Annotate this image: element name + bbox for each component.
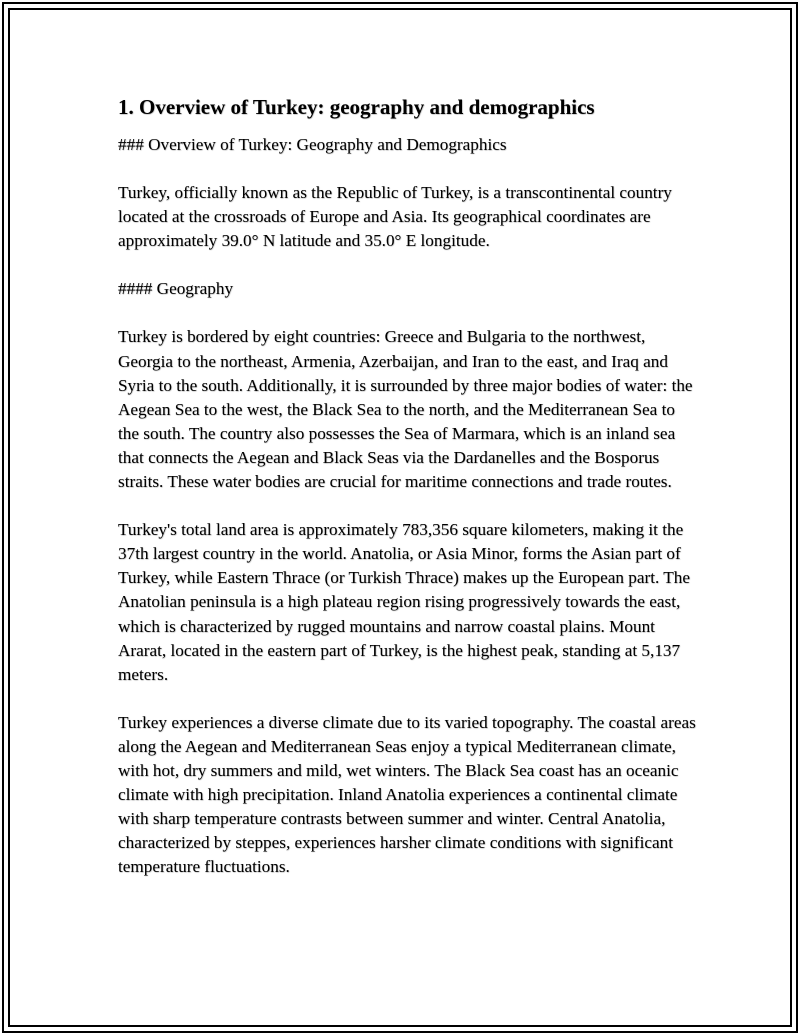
land-area-paragraph: Turkey's total land area is approximately 783,356 square kilometers, making it the 37th largest country in the world. Anatolia, or Asia Minor, forms the Asian part of Turkey, while Eastern Thrace (or Turkish Thrace) makes up the European part. The Anatolian peninsula is a high plateau region rising progressively towards the east, which is characterized by rugged mountains and narrow coastal plains. Mount Ararat, located in the eastern part of Turkey, is the highest peak, standing at 5,137 meters. (118, 520, 690, 684)
document-body (118, 94, 698, 903)
geography-subheading: #### Geography (118, 279, 234, 299)
markdown-subheading: ### Overview of Turkey: Geography and Demographics (118, 135, 507, 154)
borders-paragraph: Turkey is bordered by eight countries: Greece and Bulgaria to the northwest, Georgia to the northeast, Armenia, Azerbaijan, and Iran to the east, and Iraq and Syria to the south. Additionally, it is surrounded by three major bodies of water: the Aegean Sea to the west, the Black Sea to the north, and the Mediterranean Sea to the south. The country also possesses the Sea of Marmara, which is an inland sea that connects the Aegean and Black Seas via the Dardanelles and the Bosporus straits. These water bodies are crucial for maritime connections and trade routes. (118, 327, 693, 492)
section-heading: 1. Overview of Turkey: geography and demographics (118, 95, 595, 119)
climate-paragraph: Turkey experiences a diverse climate due to its varied topography. The coastal areas along the Aegean and Mediterranean Seas enjoy a typical Mediterranean climate, with hot, dry summers and mild, wet winters. The Black Sea coast has an oceanic climate with high precipitation. Inland Anatolia experiences a continental climate with sharp temperature contrasts between summer and winter. Central Anatolia, characterized by steppes, experiences harsher climate conditions with significant temperature fluctuations. (118, 712, 696, 877)
intro-paragraph: Turkey, officially known as the Republic of Turkey, is a transcontinental country located at the crossroads of Europe and Asia. Its geographical coordinates are approximately 39.0° N latitude and 35.0° E longitude. (118, 183, 672, 251)
